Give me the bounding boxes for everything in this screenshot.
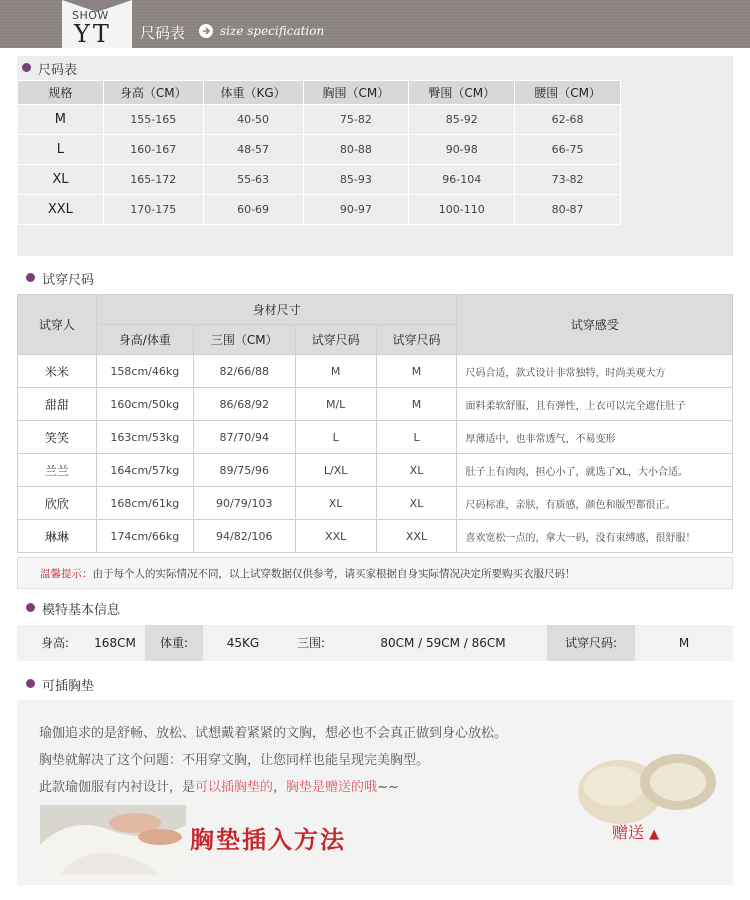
size-cell: L <box>18 135 104 165</box>
model-bust-value: 80CM / 59CM / 86CM <box>380 636 506 650</box>
trial-size-cell: M <box>376 355 457 388</box>
model-weight-value: 45KG <box>226 636 260 650</box>
trial-measure-cell: 94/82/106 <box>193 520 295 553</box>
waist-cell: 66-75 <box>515 135 621 165</box>
trial-size-cell: XXL <box>376 520 457 553</box>
weight-cell: 48-57 <box>203 135 303 165</box>
model-height-label: 身高: <box>40 636 70 650</box>
fitting-tip <box>17 557 733 589</box>
size-cell: M <box>18 105 104 135</box>
table-row <box>18 421 733 454</box>
size-cell: XL <box>18 165 104 195</box>
trial-name-cell: 笑笑 <box>18 421 97 454</box>
trial-hw-cell: 158cm/46kg <box>96 355 193 388</box>
trial-subheader-cell: 三围（CM） <box>193 325 295 355</box>
trial-size-cell: L/XL <box>295 454 376 487</box>
pad-highlight-text: 可以插胸垫的 <box>195 780 274 795</box>
logo-yt-text: YT <box>74 20 112 48</box>
size-chart-table <box>17 80 621 225</box>
model-weight-label: 体重: <box>145 625 203 661</box>
height-cell: 155-165 <box>103 105 203 135</box>
logo-show-text: SHOW <box>72 9 109 22</box>
table-row <box>18 388 733 421</box>
waist-cell: 80-87 <box>515 195 621 225</box>
trial-feel-cell: 厚薄适中，也非常透气，不易变形 <box>457 421 733 454</box>
trial-feel-cell: 肚子上有肉肉，担心小了，就选了XL，大小合适。 <box>457 454 733 487</box>
trial-person-header: 试穿人 <box>18 295 97 355</box>
bust-cell: 90-97 <box>303 195 409 225</box>
hip-cell: 90-98 <box>409 135 515 165</box>
model-section-title: 模特基本信息 <box>42 603 121 618</box>
model-info-bar <box>17 625 733 661</box>
height-cell: 160-167 <box>103 135 203 165</box>
hip-cell: 100-110 <box>409 195 515 225</box>
pad-text-part: ， <box>273 780 287 795</box>
arrow-right-icon <box>199 24 213 38</box>
model-size-label: 试穿尺码: <box>547 625 635 661</box>
gift-label <box>612 820 659 843</box>
size-header-cell: 腰围（CM） <box>515 81 621 105</box>
header-title: 尺码表 <box>140 24 186 42</box>
bust-cell: 75-82 <box>303 105 409 135</box>
bust-cell: 85-93 <box>303 165 409 195</box>
size-header-cell: 体重（KG） <box>203 81 303 105</box>
trial-section-title: 试穿尺码 <box>42 273 95 288</box>
size-header-cell: 规格 <box>18 81 104 105</box>
bullet-dot-icon <box>26 603 35 612</box>
trial-size-cell: M <box>376 388 457 421</box>
height-cell: 165-172 <box>103 165 203 195</box>
trial-hw-cell: 164cm/57kg <box>96 454 193 487</box>
model-bust-label: 三围: <box>296 636 326 650</box>
pad-section-title: 可插胸垫 <box>42 679 95 694</box>
size-chart-title: 尺码表 <box>38 63 78 78</box>
weight-cell: 60-69 <box>203 195 303 225</box>
table-row <box>18 195 621 225</box>
trial-name-cell: 米米 <box>18 355 97 388</box>
size-header-cell: 身高（CM） <box>103 81 203 105</box>
table-row <box>18 135 621 165</box>
size-header-cell: 胸围（CM） <box>303 81 409 105</box>
trial-size-cell: M/L <box>295 388 376 421</box>
table-row <box>18 105 621 135</box>
trial-hw-cell: 163cm/53kg <box>96 421 193 454</box>
size-chart-header-row <box>18 81 621 105</box>
trial-name-cell: 欣欣 <box>18 487 97 520</box>
pad-highlight-text: 胸垫是赠送的哦 <box>286 780 378 795</box>
trial-measure-cell: 87/70/94 <box>193 421 295 454</box>
height-cell: 170-175 <box>103 195 203 225</box>
bullet-dot-icon <box>26 679 35 688</box>
trial-measure-cell: 89/75/96 <box>193 454 295 487</box>
pad-method-title: 胸垫插入方法 <box>190 826 346 854</box>
table-row <box>18 454 733 487</box>
trial-feel-cell: 尺码标准，亲肤，有质感，颜色和版型都很正。 <box>457 487 733 520</box>
pad-text-part: ~~ <box>377 780 399 795</box>
pad-text-line-3 <box>39 776 399 795</box>
trial-header-row <box>18 295 733 325</box>
weight-cell: 55-63 <box>203 165 303 195</box>
trial-size-cell: XL <box>376 487 457 520</box>
trial-hw-cell: 174cm/66kg <box>96 520 193 553</box>
trial-subheader-cell: 身高/体重 <box>96 325 193 355</box>
size-cell: XXL <box>18 195 104 225</box>
trial-name-cell: 兰兰 <box>18 454 97 487</box>
trial-measure-cell: 82/66/88 <box>193 355 295 388</box>
trial-name-cell: 琳琳 <box>18 520 97 553</box>
pad-insert-photo <box>40 805 186 875</box>
trial-size-cell: L <box>295 421 376 454</box>
trial-size-cell: XL <box>295 487 376 520</box>
hip-cell: 96-104 <box>409 165 515 195</box>
trial-subheader-cell: 试穿尺码 <box>295 325 376 355</box>
bust-cell: 80-88 <box>303 135 409 165</box>
trial-feel-header: 试穿感受 <box>457 295 733 355</box>
waist-cell: 62-68 <box>515 105 621 135</box>
bullet-dot-icon <box>22 63 31 72</box>
trial-size-cell: XL <box>376 454 457 487</box>
trial-size-cell: XXL <box>295 520 376 553</box>
header-subtitle: size specification <box>220 24 325 38</box>
table-row <box>18 520 733 553</box>
tip-label: 温馨提示： <box>40 568 93 580</box>
table-row <box>18 487 733 520</box>
bra-pad-image <box>570 740 720 830</box>
trial-size-cell: L <box>376 421 457 454</box>
size-header-cell: 臀围（CM） <box>409 81 515 105</box>
weight-cell: 40-50 <box>203 105 303 135</box>
pad-text-line-2: 胸垫就解决了这个问题：不用穿文胸，让您同样也能呈现完美胸型。 <box>39 753 430 768</box>
trial-feel-cell: 喜欢宽松一点的，拿大一码，没有束缚感，很舒服！ <box>457 520 733 553</box>
trial-size-cell: M <box>295 355 376 388</box>
triangle-up-icon: ▲ <box>649 827 660 842</box>
trial-table <box>17 294 733 553</box>
trial-measure-cell: 86/68/92 <box>193 388 295 421</box>
trial-feel-cell: 尺码合适，款式设计非常独特，时尚美观大方 <box>457 355 733 388</box>
trial-feel-cell: 面料柔软舒服，且有弹性，上衣可以完全遮住肚子 <box>457 388 733 421</box>
hip-cell: 85-92 <box>409 105 515 135</box>
trial-body-header: 身材尺寸 <box>96 295 457 325</box>
trial-hw-cell: 168cm/61kg <box>96 487 193 520</box>
waist-cell: 73-82 <box>515 165 621 195</box>
trial-name-cell: 甜甜 <box>18 388 97 421</box>
table-row <box>18 165 621 195</box>
trial-subheader-cell: 试穿尺码 <box>376 325 457 355</box>
gift-text: 赠送 <box>612 823 645 842</box>
bullet-dot-icon <box>26 273 35 282</box>
trial-hw-cell: 160cm/50kg <box>96 388 193 421</box>
pad-text-line-1: 瑜伽追求的是舒畅、放松、试想戴着紧紧的文胸，想必也不会真正做到身心放松。 <box>39 726 508 741</box>
table-row <box>18 355 733 388</box>
trial-measure-cell: 90/79/103 <box>193 487 295 520</box>
tip-text: 由于每个人的实际情况不同，以上试穿数据仅供参考，请买家根据自身实际情况决定所要购买衣服尺码！ <box>92 568 576 580</box>
model-size-value: M <box>678 636 690 650</box>
model-height-value: 168CM <box>94 636 136 650</box>
pad-text-part: 此款瑜伽服有内衬设计，是 <box>39 780 196 795</box>
